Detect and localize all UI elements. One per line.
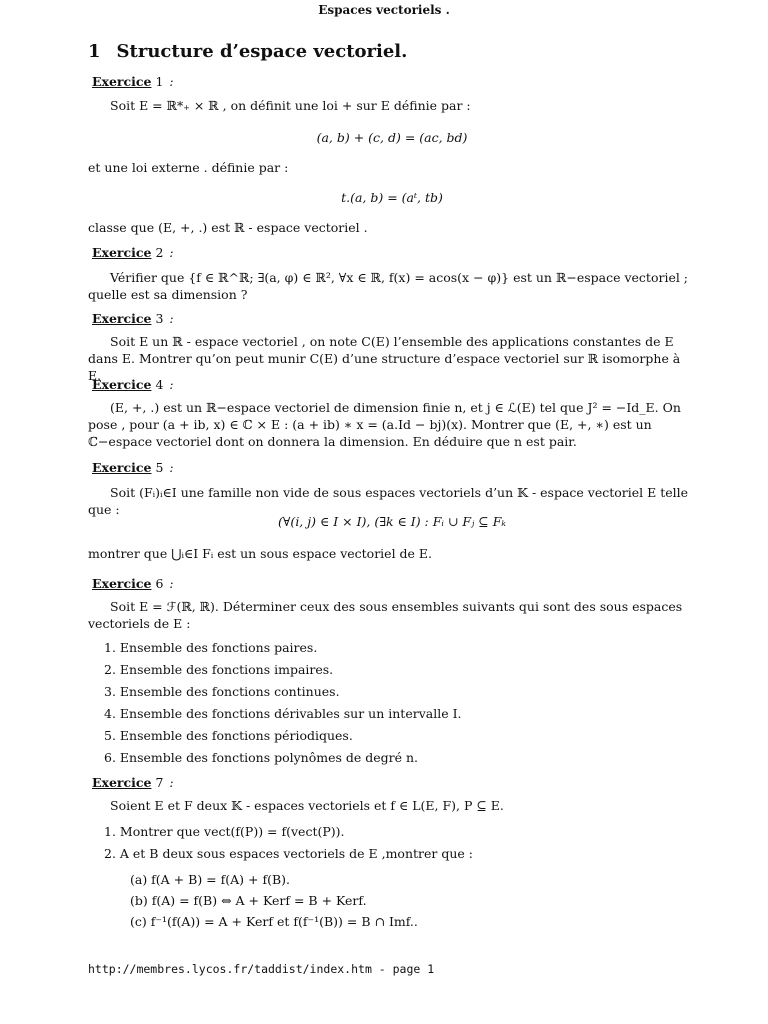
list-item: 2. Ensemble des fonctions impaires. [104,662,334,677]
exercise-label: Exercice [92,576,152,591]
exercise-number: 2 [155,245,164,260]
sublist-item: (a) f(A + B) = f(A) + f(B). [130,872,290,887]
exercise-7-text-1: Soient E et F deux 𝕂 - espaces vectoriels et f ∈ L(E, F), P ⊆ E. [110,798,504,813]
list-item: 3. Ensemble des fonctions continues. [104,684,340,699]
list-item: 6. Ensemble des fonctions polynômes de degré n. [104,750,419,765]
exercise-heading-5: Exercice 5 : [92,460,174,475]
exercise-7-sublist [130,872,690,935]
exercise-5-text-1: Soit (Fᵢ)ᵢ∈I une famille non vide de sous espaces vectoriels d’un 𝕂 - espace vectoriel E telle que : [88,485,689,517]
exercise-1-text-1: Soit E = ℝ*₊ × ℝ , on définit une loi + sur E définie par : [110,98,471,113]
exercise-number: 6 [155,576,164,591]
exercise-label: Exercice [92,245,152,260]
list-item: 1. Ensemble des fonctions paires. [104,640,318,655]
page-footer: http://membres.lycos.fr/taddist/index.htm - page 1 [88,962,435,976]
exercise-number: 7 [155,775,164,790]
exercise-heading-7: Exercice 7 : [92,775,174,790]
sublist-item: (c) f⁻¹(f(A)) = A + Kerf et f(f⁻¹(B)) = B ∩ Imf.. [130,914,418,929]
exercise-heading-1: Exercice 1 : [92,74,174,89]
sublist-item: (b) f(A) = f(B) ⇔ A + Kerf = B + Kerf. [130,893,367,908]
exercise-6-list [104,640,694,772]
exercise-number: 5 [155,460,164,475]
exercise-label: Exercice [92,74,152,89]
list-item: 5. Ensemble des fonctions périodiques. [104,728,353,743]
section-number: 1 [88,41,101,62]
exercise-heading-2: Exercice 2 : [92,245,174,260]
exercise-4-text-1: (E, +, .) est un ℝ−espace vectoriel de dimension finie n, et j ∈ ℒ(E) tel que J² = −Id_E. On pose , pour (a + ib, x) ∈ ℂ × E : (a + ib) ∗ x = (a.Id − bj)(x). Montrer que (E, +, ∗) est un ℂ−espace vectoriel dont on donnera la dimension. En déduire que n est pair. [88,400,681,449]
exercise-heading-6: Exercice 6 : [92,576,174,591]
list-item: 1. Montrer que vect(f(P)) = f(vect(P)). [104,824,345,839]
exercise-1-formula-2: t.(a, b) = (aᵗ, tb) [341,190,443,205]
exercise-1-text-3: classe que (E, +, .) est ℝ - espace vectoriel . [88,220,368,235]
exercise-7-list [104,824,694,868]
exercise-label: Exercice [92,377,152,392]
list-item: 4. Ensemble des fonctions dérivables sur un intervalle I. [104,706,462,721]
page-header: Espaces vectoriels . [318,3,450,17]
list-item: 2. A et B deux sous espaces vectoriels de E ,montrer que : [104,846,473,861]
exercise-heading-3: Exercice 3 : [92,311,174,326]
exercise-5-formula-1: (∀(i, j) ∈ I × I), (∃k ∈ I) : Fᵢ ∪ Fⱼ ⊆ Fₖ [278,514,506,529]
exercise-5-text-2: montrer que ⋃ᵢ∈I Fᵢ est un sous espace vectoriel de E. [88,546,433,561]
exercise-number: 1 [155,74,164,89]
exercise-1-formula-1: (a, b) + (c, d) = (ac, bd) [316,130,468,145]
exercise-label: Exercice [92,311,152,326]
exercise-3-text-1: Soit E un ℝ - espace vectoriel , on note C(E) l’ensemble des applications constantes de E dans E. Montrer qu’on peut munir C(E) d’une structure d’espace vectoriel sur ℝ isomorphe à E. [88,334,681,383]
exercise-label: Exercice [92,460,152,475]
section-title-text: Structure d’espace vectoriel. [116,41,408,62]
exercise-6-text-1: Soit E = ℱ(ℝ, ℝ). Déterminer ceux des sous ensembles suivants qui sont des sous espaces vectoriels de E : [88,599,683,631]
exercise-number: 3 [155,311,164,326]
exercise-heading-4: Exercice 4 : [92,377,174,392]
exercise-1-text-2: et une loi externe . définie par : [88,160,289,175]
exercise-label: Exercice [92,775,152,790]
exercise-2-text-1: Vérifier que {f ∈ ℝ^ℝ; ∃(a, φ) ∈ ℝ², ∀x ∈ ℝ, f(x) = acos(x − φ)} est un ℝ−espace vectoriel ; quelle est sa dimension ? [88,270,689,302]
exercise-number: 4 [155,377,164,392]
section-title [88,40,407,64]
